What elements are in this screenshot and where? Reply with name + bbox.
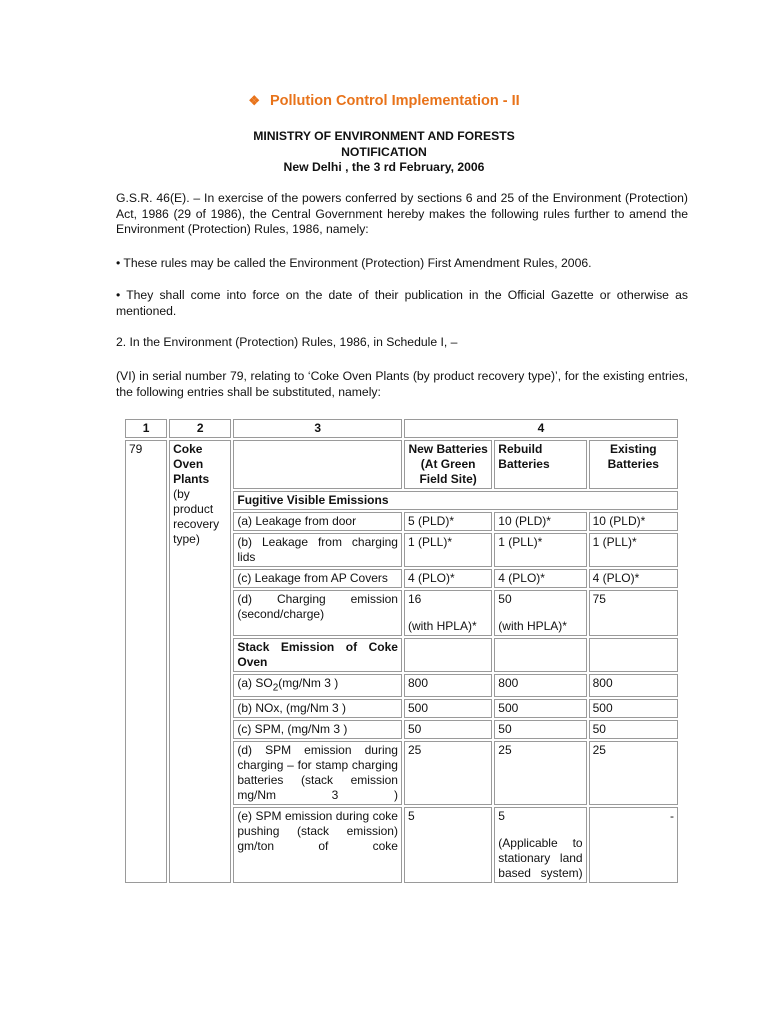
value-cell: 50 (589, 720, 678, 739)
date-line: New Delhi , the 3 rd February, 2006 (283, 160, 485, 175)
subheader-new: New Batteries (At Green Field Site) (404, 440, 492, 489)
ministry-line: MINISTRY OF ENVIRONMENT AND FORESTS (253, 129, 515, 143)
notification-header (0, 129, 768, 176)
value-cell: 75 (589, 590, 678, 636)
value-cell: 1 (PLL)* (494, 533, 586, 567)
standards-table (123, 417, 680, 885)
value-note: (with HPLA)* (407, 619, 477, 633)
value-cell: 4 (PLO)* (589, 569, 678, 588)
diamond-bullet-icon: ❖ (248, 93, 260, 108)
param-cell: (b) Leakage from charging lids (233, 533, 402, 567)
value-cell: 50 (494, 720, 586, 739)
param-cell: (a) Leakage from door (233, 512, 402, 531)
page-title (0, 93, 768, 109)
value-cell: 50 (404, 720, 492, 739)
serial-paragraph: (VI) in serial number 79, relating to ‘Coke Oven Plants (by product recovery type)’, for the existing entries, the following entries shall be substituted, namely: (116, 369, 688, 399)
value-cell (404, 590, 492, 636)
blank-cell (589, 638, 678, 672)
value-cell: 500 (494, 699, 586, 718)
blank-cell (404, 638, 492, 672)
section-stack: Stack Emission of Coke Oven (233, 638, 402, 672)
value-cell: 4 (PLO)* (494, 569, 586, 588)
value-cell: 25 (494, 741, 586, 805)
value-text: 16 (407, 592, 422, 606)
param-cell: (d) Charging emission (second/charge) (233, 590, 402, 636)
value-cell: 1 (PLL)* (404, 533, 492, 567)
value-text: 5 (498, 809, 505, 824)
title-text: Pollution Control Implementation - II (269, 93, 520, 109)
gsr-paragraph: G.S.R. 46(E). – In exercise of the powers conferred by sections 6 and 25 of the Environment (Protection) Act, 1986 (29 of 1986), the Central Government hereby makes the following rules further to amend the Environment (Protection) Rules, 1986, namely: (116, 191, 688, 237)
col-header-2: 2 (169, 419, 231, 438)
industry-cell (169, 440, 231, 883)
value-cell: 10 (PLD)* (494, 512, 586, 531)
subheader-rebuild: Rebuild Batteries (494, 440, 586, 489)
notification-line: NOTIFICATION (341, 144, 427, 159)
param-cell: (c) Leakage from AP Covers (233, 569, 402, 588)
param-unit: (mg/Nm 3 ) (278, 676, 339, 690)
value-cell: 5 (PLD)* (404, 512, 492, 531)
value-cell: 5 (404, 807, 492, 883)
section-fugitive: Fugitive Visible Emissions (233, 491, 678, 510)
value-cell: 800 (589, 674, 678, 697)
table-header-row (125, 419, 678, 438)
param-subscript: 2 (272, 682, 279, 694)
param-cell: (d) SPM emission during charging – for stamp charging batteries (stack emission mg/Nm 3 ) (233, 741, 402, 805)
schedule-paragraph: 2. In the Environment (Protection) Rules, 1986, in Schedule I, – (116, 335, 458, 349)
param-cell: (c) SPM, (mg/Nm 3 ) (233, 720, 402, 739)
col-header-1: 1 (125, 419, 167, 438)
col-header-3: 3 (233, 419, 402, 438)
value-cell: 1 (PLL)* (589, 533, 678, 567)
value-cell (494, 590, 586, 636)
value-cell (494, 807, 586, 883)
value-note: (Applicable to stationary land based system) (498, 836, 583, 881)
industry-desc: (by product recovery type) (173, 487, 220, 546)
value-cell: 10 (PLD)* (589, 512, 678, 531)
value-cell: 4 (PLO)* (404, 569, 492, 588)
value-cell: 500 (404, 699, 492, 718)
col-header-4: 4 (404, 419, 678, 438)
table-row (125, 440, 678, 489)
value-cell: 800 (494, 674, 586, 697)
value-cell: 25 (404, 741, 492, 805)
blank-cell (233, 440, 402, 489)
value-cell: - (589, 807, 678, 883)
value-text: 50 (498, 592, 512, 606)
value-note: (with HPLA)* (498, 619, 567, 633)
bullet-rules-name: • These rules may be called the Environment (Protection) First Amendment Rules, 2006. (116, 256, 592, 270)
value-cell: 500 (589, 699, 678, 718)
value-cell: 25 (589, 741, 678, 805)
blank-cell (494, 638, 586, 672)
param-cell (233, 674, 402, 697)
subheader-existing: Existing Batteries (589, 440, 678, 489)
param-cell: (e) SPM emission during coke pushing (stack emission) gm/ton of coke (233, 807, 402, 883)
serial-cell: 79 (125, 440, 167, 883)
param-cell: (b) NOx, (mg/Nm 3 ) (233, 699, 402, 718)
value-cell: 800 (404, 674, 492, 697)
bullet-force-date: • They shall come into force on the date of their publication in the Official Gazette or otherwise as mentioned. (116, 288, 688, 318)
param-so: (a) SO (237, 676, 273, 690)
industry-name: Coke Oven Plants (173, 442, 210, 486)
